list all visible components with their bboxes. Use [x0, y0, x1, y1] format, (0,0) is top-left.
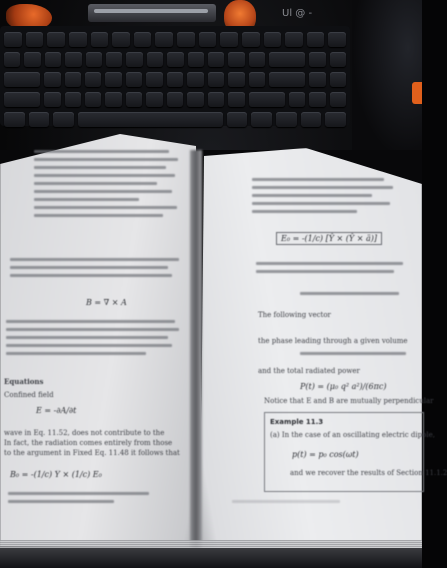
keyboard — [0, 26, 350, 126]
keyboard-row — [4, 92, 346, 107]
example-title: Example 11.3 — [270, 418, 324, 426]
left-fragment-2: wave in Eq. 11.52, does not contribute to the — [4, 429, 165, 437]
left-fragment-1: Confined field — [4, 391, 54, 399]
right-page-text-block — [232, 500, 412, 508]
right-equation-dipole: p(t) = p₀ cos(ωt) — [292, 450, 359, 459]
keyboard-row — [4, 32, 346, 47]
right-fragment-1: The following vector — [258, 311, 331, 319]
left-equation-3: B₀ = -(1/c) Ŷ × (1/c) E₀ — [10, 470, 102, 479]
book-spine — [190, 150, 202, 550]
orange-object-edge — [412, 82, 422, 104]
dark-object — [352, 0, 422, 160]
left-heading: Equations — [4, 377, 44, 386]
left-page-text-block — [10, 258, 186, 282]
left-fragment-3: In fact, the radiation comes entirely from those — [4, 439, 173, 447]
right-page-text-block — [252, 178, 402, 218]
monitor-stand — [88, 4, 216, 22]
keyboard-row — [4, 112, 346, 127]
book-cover-bottom — [0, 548, 422, 568]
keyboard-row — [4, 52, 346, 67]
right-fragment-2: the phase leading through a given volume — [258, 337, 408, 345]
right-page-equation-line — [300, 352, 410, 360]
right-fragment-6: and we recover the results of Section 11.1.2 — [290, 469, 447, 477]
right-equation-power: P(t) = (μ₀ q² a²)/(6πc) — [300, 382, 387, 391]
right-page-equation-line — [300, 292, 410, 300]
left-page-text-block — [34, 150, 184, 222]
right-boxed-equation: E₀ = -(1/c) [Ŷ × (Ŷ × ä)] — [276, 232, 382, 245]
right-fragment-5: (a) In the case of an oscillating electric dipole, — [270, 431, 435, 439]
left-page-text-block — [6, 320, 186, 360]
left-page-text-block — [8, 492, 184, 508]
background-sticker: Ul @ - — [282, 8, 313, 19]
right-fragment-3: and the total radiated power — [258, 367, 360, 375]
right-page-text-block — [256, 262, 416, 278]
keyboard-row — [4, 72, 346, 87]
left-equation-2: E = -∂A/∂t — [36, 406, 77, 415]
left-equation-1: B = ∇ × A — [86, 298, 127, 307]
right-fragment-4: Notice that E and B are mutually perpendicular — [264, 397, 434, 405]
left-fragment-4: to the argument in Fixed Eq. 11.48 it follows that — [4, 449, 180, 457]
